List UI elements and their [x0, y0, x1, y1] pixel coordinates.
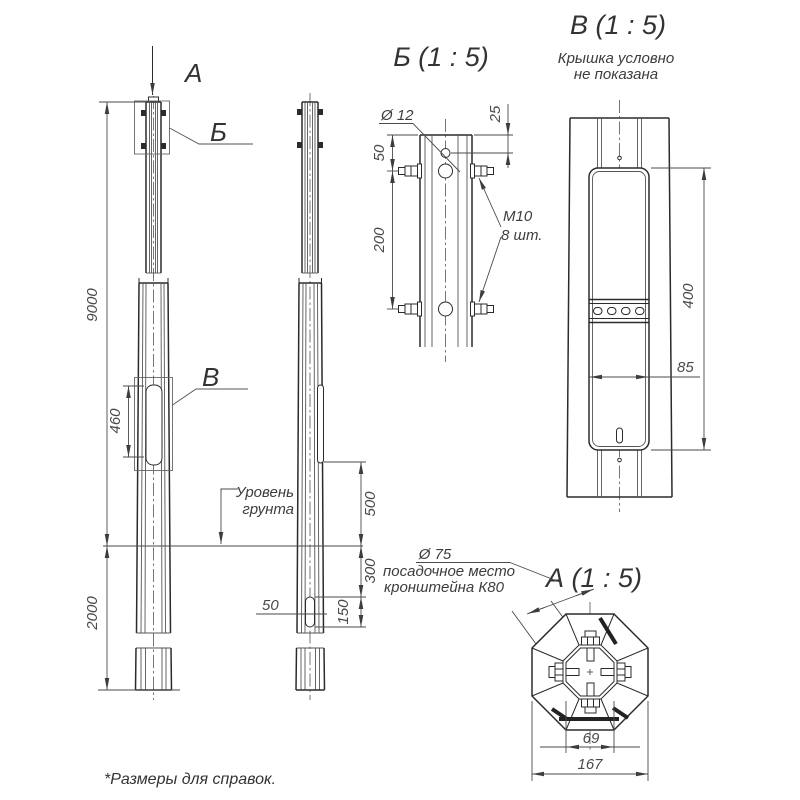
detail-v-ref-label: В [202, 362, 220, 392]
dim-460: 460 [107, 408, 124, 434]
bolt-mark [297, 109, 302, 115]
detail-v-subtitle-2: не показана [573, 66, 659, 83]
view-a-label: А [185, 58, 203, 88]
ground-label-1: Уровень [235, 484, 294, 501]
detail-b-title: Б (1 : 5) [393, 42, 489, 72]
detail-b-ref-label: Б [210, 117, 227, 147]
callout-d12: Ø 12 [381, 107, 414, 124]
seat-callout-1: Ø 75 [418, 546, 452, 563]
bolt-hole-upper [439, 164, 453, 178]
bolt-mark [318, 142, 323, 148]
bolt-mark [297, 142, 302, 148]
dim-25: 25 [487, 105, 504, 123]
hole-d12 [441, 149, 450, 158]
detail-v-subtitle-1: Крышка условно [557, 50, 675, 67]
callout-m10-2: 8 шт. [501, 227, 543, 244]
detail-a-title: А (1 : 5) [545, 563, 643, 593]
ground-label-2: грунта [242, 501, 294, 518]
bolt-mark [161, 110, 166, 116]
dim-2000: 2000 [84, 596, 101, 630]
dim-200: 200 [371, 227, 388, 253]
dim-50-b: 50 [371, 144, 388, 162]
seat-callout-2: посадочное место [383, 563, 515, 580]
hatch-cover-edge [318, 385, 324, 463]
dim-300: 300 [362, 558, 379, 584]
footnote: *Размеры для справок. [104, 771, 277, 788]
pole-front-view [107, 46, 253, 700]
detail-b-view [371, 42, 542, 362]
pole-side-view [256, 93, 327, 700]
bolt-hole-lower [439, 302, 453, 316]
dim-150: 150 [335, 599, 352, 625]
dim-69: 69 [582, 730, 600, 747]
dim-85: 85 [677, 359, 694, 376]
cover-lock-slot [617, 428, 623, 443]
dim-400: 400 [680, 283, 697, 309]
dim-9000: 9000 [84, 288, 101, 322]
dim-50-slot: 50 [262, 597, 279, 614]
cable-slot [306, 597, 315, 627]
hatch-slot [146, 385, 162, 465]
bolt-mark [141, 110, 146, 116]
detail-a-view [383, 546, 648, 781]
bolt-mark [141, 143, 146, 149]
dim-500: 500 [362, 491, 379, 517]
seat-callout-3: кронштейна К80 [384, 579, 504, 596]
callout-m10-1: М10 [503, 208, 533, 225]
detail-v-view [558, 10, 711, 512]
bolt-mark [318, 109, 323, 115]
detail-v-title: В (1 : 5) [569, 10, 667, 40]
bolt-mark [161, 143, 166, 149]
dim-167: 167 [577, 756, 603, 773]
